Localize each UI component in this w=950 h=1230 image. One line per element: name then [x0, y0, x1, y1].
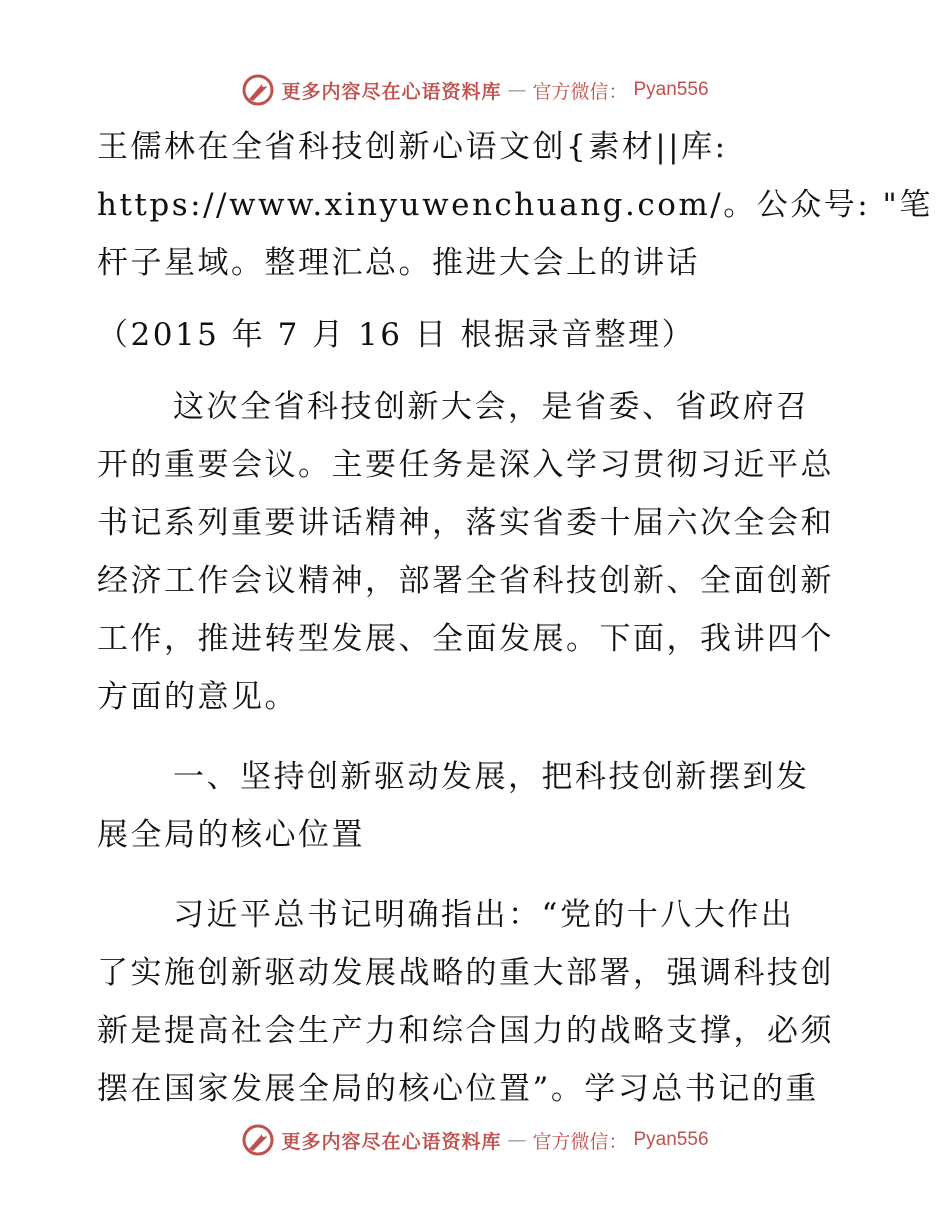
heading-1-line-2: 展全局的核心位置 [97, 817, 365, 853]
watermark-dash: — [507, 79, 527, 101]
pen-nib-icon [241, 1123, 275, 1157]
watermark-banner-top [0, 70, 950, 110]
watermark-banner-bottom [0, 1120, 950, 1160]
paragraph-1-line-1: 这次全省科技创新大会，是省委、省政府召 [173, 389, 810, 425]
paragraph-1-line-3: 书记系列重要讲话精神，落实省委十届六次全会和 [97, 505, 834, 541]
document-body [97, 118, 933, 1118]
wechat-label: 官方微信： [532, 80, 628, 103]
watermark-text: 更多内容尽在心语资料库 [281, 80, 502, 103]
paragraph-1-line-2: 开的重要会议。主要任务是深入学习贯彻习近平总 [97, 447, 834, 483]
date-line: （2015 年 7 月 16 日 根据录音整理） [97, 317, 696, 353]
heading-1-line-1: 一、坚持创新驱动发展，把科技创新摆到发 [173, 759, 810, 795]
wechat-id: Pyan556 [633, 1129, 709, 1150]
watermark-dash: — [507, 1129, 527, 1151]
title-line-3: 杆子星域。整理汇总。推进大会上的讲话 [97, 245, 700, 281]
title-line-1: 王儒林在全省科技创新心语文创{素材||库: [97, 129, 728, 165]
paragraph-1-line-6: 方面的意见。 [97, 679, 298, 715]
paragraph-2-line-4: 摆在国家发展全局的核心位置”。学习总书记的重 [97, 1071, 819, 1107]
paragraph-2-line-2: 了实施创新驱动发展战略的重大部署，强调科技创 [97, 955, 834, 991]
title-line-2: https://www.xinyuwenchuang.com/。公众号: "笔 [97, 187, 933, 223]
pen-nib-icon [241, 73, 275, 107]
watermark-text: 更多内容尽在心语资料库 [281, 1130, 502, 1153]
paragraph-2-line-1: 习近平总书记明确指出：“党的十八大作出 [173, 897, 795, 933]
wechat-id: Pyan556 [633, 79, 709, 100]
paragraph-1-line-5: 工作，推进转型发展、全面发展。下面，我讲四个 [97, 621, 834, 657]
paragraph-1-line-4: 经济工作会议精神，部署全省科技创新、全面创新 [97, 563, 834, 599]
paragraph-2-line-3: 新是提高社会生产力和综合国力的战略支撑，必须 [97, 1013, 834, 1049]
wechat-label: 官方微信： [532, 1130, 628, 1153]
